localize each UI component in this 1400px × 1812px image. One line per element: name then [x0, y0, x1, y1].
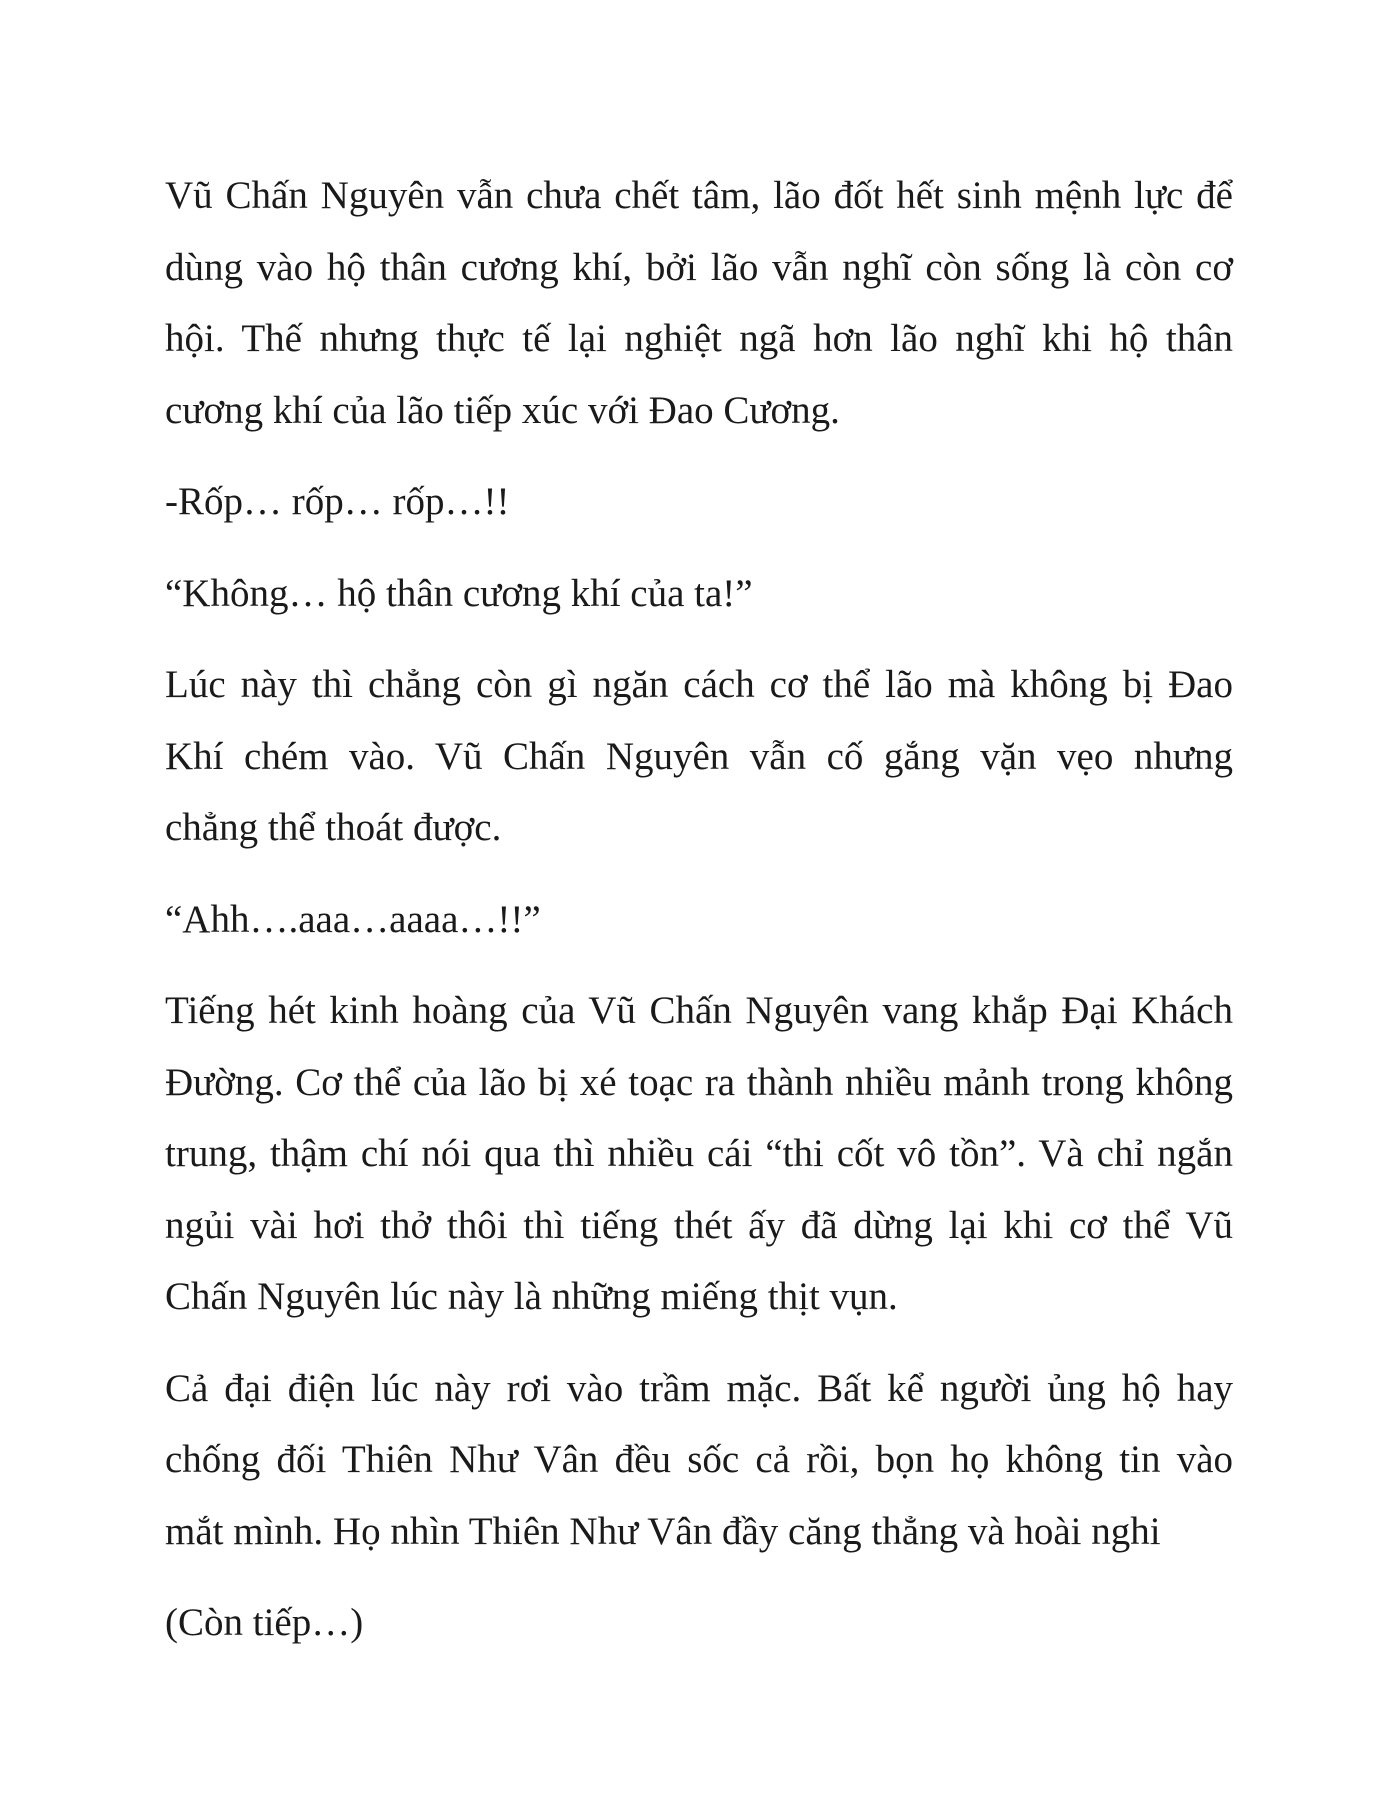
dialogue-line: [165, 884, 1233, 956]
text-line: Lúc này thì chẳng còn gì ngăn cách cơ thể lão mà không bị Đao: [165, 663, 1233, 706]
text-line: -Rốp… rốp… rốp…!!: [165, 480, 510, 523]
dialogue-line: [165, 558, 1233, 630]
text-line: “Không… hộ thân cương khí của ta!”: [165, 571, 753, 615]
text-line: Cả đại điện lúc này rơi vào trầm mặc. Bất kể người ủng hộ hay: [165, 1366, 1233, 1410]
document-page: [165, 160, 1233, 1679]
text-line: Tiếng hét kinh hoàng của Vũ Chấn Nguyên vang khắp Đại Khách: [165, 989, 1233, 1032]
text-line: dùng vào hộ thân cương khí, bởi lão vẫn nghĩ còn sống là còn cơ: [165, 245, 1233, 289]
paragraph-3: [165, 975, 1233, 1333]
text-line: chẳng thể thoát được.: [165, 806, 502, 849]
text-line: hội. Thế nhưng thực tế lại nghiệt ngã hơn lão nghĩ khi hộ thân: [165, 317, 1233, 360]
text-line: chống đối Thiên Như Vân đều sốc cả rồi, bọn họ không tin vào: [165, 1438, 1233, 1481]
paragraph-2: [165, 649, 1233, 864]
text-line: Khí chém vào. Vũ Chấn Nguyên vẫn cố gắng vặn vẹo nhưng: [165, 734, 1233, 778]
text-line: (Còn tiếp…): [165, 1601, 364, 1644]
text-line: Vũ Chấn Nguyên vẫn chưa chết tâm, lão đốt hết sinh mệnh lực để: [165, 174, 1233, 217]
text-line: Đường. Cơ thể của lão bị xé toạc ra thành nhiều mảnh trong không: [165, 1060, 1233, 1104]
paragraph-1: [165, 160, 1233, 446]
text-line: “Ahh….aaa…aaaa…!!”: [165, 897, 541, 941]
text-line: trung, thậm chí nói qua thì nhiều cái “thi cốt vô tồn”. Và chỉ ngắn: [165, 1132, 1233, 1175]
to-be-continued: [165, 1587, 1233, 1659]
text-line: ngủi vài hơi thở thôi thì tiếng thét ấy đã dừng lại khi cơ thể Vũ: [165, 1203, 1233, 1247]
paragraph-4: [165, 1353, 1233, 1568]
text-line: Chấn Nguyên lúc này là những miếng thịt vụn.: [165, 1275, 898, 1318]
text-line: mắt mình. Họ nhìn Thiên Như Vân đầy căng thẳng và hoài nghi: [165, 1509, 1161, 1553]
sound-effect-line: [165, 466, 1233, 538]
text-line: cương khí của lão tiếp xúc với Đao Cương.: [165, 388, 840, 432]
